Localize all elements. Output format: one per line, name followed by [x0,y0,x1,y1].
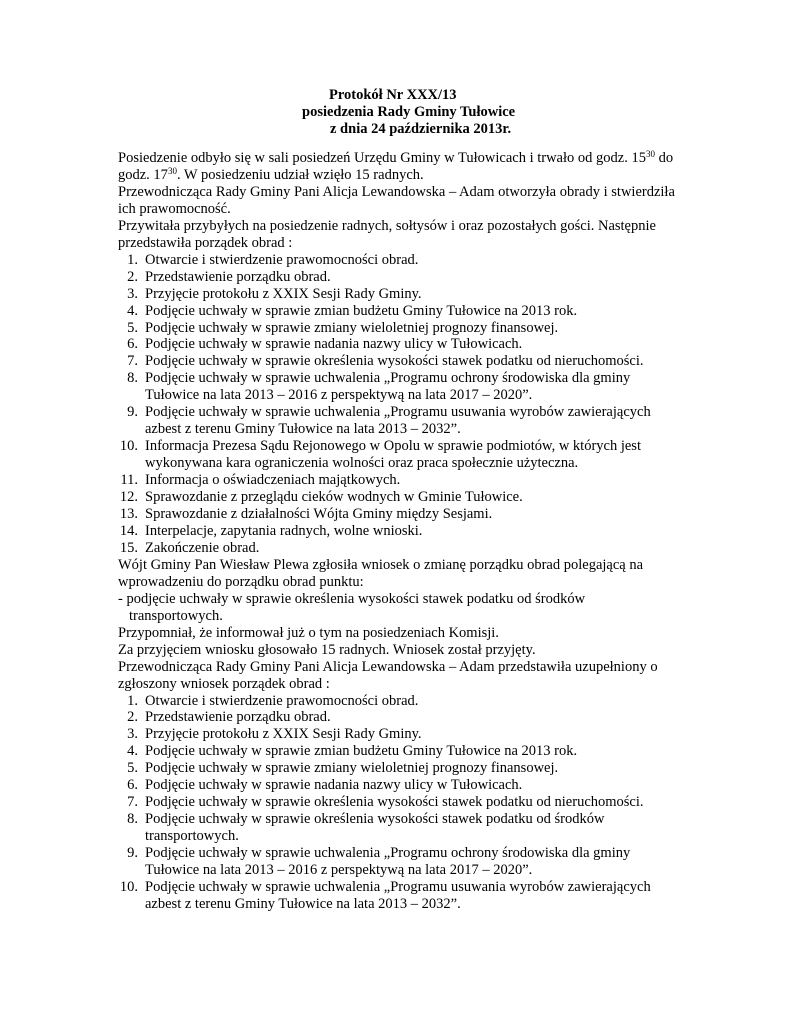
agenda-item-text: Przyjęcie protokołu z XXIX Sesji Rady Gminy. [145,726,422,743]
agenda-item [118,320,678,337]
intro-paragraph-opening: Przewodnicząca Rady Gminy Pani Alicja Lewandowska – Adam otworzyła obrady i stwierdziła ich prawomocność. [118,183,675,217]
agenda-item [118,438,678,472]
agenda-item-text: Podjęcie uchwały w sprawie nadania nazwy ulicy w Tułowicach. [145,336,523,353]
agenda-item [118,879,678,913]
agenda-item [118,726,678,743]
agenda-item-text: Sprawozdanie z przeglądu cieków wodnych w Gminie Tułowice. [145,489,523,506]
agenda-item [118,845,678,879]
agenda-item-number: 14. [119,522,138,539]
agenda-item [118,252,678,269]
agenda-item [118,743,678,760]
agenda-item-number: 2. [127,268,138,285]
agenda-item [118,777,678,794]
agenda-item-text: Otwarcie i stwierdzenie prawomocności obrad. [145,692,419,709]
vote-paragraph: Za przyjęciem wniosku głosowało 15 radnych. Wniosek został przyjęty. [118,641,536,658]
intro-paragraph-greeting: Przywitała przybyłych na posiedzenie radnych, sołtysów i oraz pozostałych gości. Następnie przedstawiła porządek obrad : [118,217,656,251]
agenda-item-text: Podjęcie uchwały w sprawie zmian budżetu Gminy Tułowice na 2013 rok. [145,743,578,760]
agenda-item-text: Podjęcie uchwały w sprawie określenia wysokości stawek podatku od nieruchomości. [145,794,644,811]
agenda-item-number: 2. [127,709,138,726]
agenda-item-number: 6. [127,336,138,353]
agenda-item-number: 9. [127,404,138,421]
agenda-item-text: Podjęcie uchwały w sprawie nadania nazwy ulicy w Tułowicach. [145,777,523,794]
agenda-item [118,811,678,845]
agenda-item [118,269,678,286]
intro-paragraph-time: Posiedzenie odbyło się w sali posiedzeń Urzędu Gminy w Tułowicach i trwało od godz. $15^{30}$ do godz. $17^{30}$. W posiedzeniu udział wzięło 15 radnych. [118,149,674,183]
agenda-item [118,506,678,523]
agenda-item-number: 5. [127,319,138,336]
agenda-item-text: Przedstawienie porządku obrad. [145,709,331,726]
agenda-item [118,404,678,438]
agenda-item-text: Podjęcie uchwały w sprawie zmiany wieloletniej prognozy finansowej. [145,319,559,336]
agenda-item-text: Interpelacje, zapytania radnych, wolne wnioski. [145,522,423,539]
agenda-item-text: Informacja o oświadczeniach majątkowych. [145,472,401,489]
agenda-item [118,489,678,506]
agenda-item-number: 8. [127,370,138,387]
agenda-item-text: Podjęcie uchwały w sprawie uchwalenia „Programu ochrony środowiska dla gminy Tułowice na lata 2013 – 2016 z perspektywą na lata 2017 – 2020”. [145,845,631,879]
agenda-item [118,794,678,811]
protocol-subtitle: posiedzenia Rady Gminy Tułowice [302,104,516,120]
agenda-item-text: Podjęcie uchwały w sprawie uchwalenia „Programu usuwania wyrobów zawierających azbest z terenu Gminy Tułowice na lata 2013 – 2032”. [145,878,651,912]
agenda-item-text: Przedstawienie porządku obrad. [145,268,331,285]
agenda-item-text: Podjęcie uchwały w sprawie określenia wysokości stawek podatku od środków transportowych. [145,811,605,845]
agenda-item [118,353,678,370]
agenda-item-number: 10. [119,878,138,895]
agenda-item-text: Przyjęcie protokołu z XXIX Sesji Rady Gminy. [145,285,422,302]
agenda-item [118,303,678,320]
agenda-item-number: 7. [127,794,138,811]
agenda-item-number: 10. [119,438,138,455]
agenda-item-text: Podjęcie uchwały w sprawie określenia wysokości stawek podatku od nieruchomości. [145,353,644,370]
agenda-item-number: 3. [127,285,138,302]
amended-agenda-paragraph: Przewodnicząca Rady Gminy Pani Alicja Lewandowska – Adam przedstawiła uzupełniony o zgłoszony wniosek porządek obrad : [118,658,658,692]
agenda-item-text: Podjęcie uchwały w sprawie uchwalenia „Programu ochrony środowiska dla gminy Tułowice na lata 2013 – 2016 z perspektywą na lata 2017 – 2020”. [145,370,631,404]
agenda-item-number: 13. [119,506,138,523]
agenda-item [118,709,678,726]
motion-paragraph: Wójt Gminy Pan Wiesław Plewa zgłosiła wniosek o zmianę porządku obrad polegającą na wprowadzeniu do porządku obrad punktu: [118,556,644,590]
agenda-item-text: Zakończenie obrad. [145,539,260,556]
agenda-item-number: 1. [127,692,138,709]
agenda-item-number: 1. [127,251,138,268]
agenda-item-number: 4. [127,743,138,760]
agenda-list-initial [118,252,678,557]
agenda-item [118,336,678,353]
agenda-item [118,540,678,557]
agenda-item-text: Podjęcie uchwały w sprawie zmiany wieloletniej prognozy finansowej. [145,760,559,777]
agenda-item-text: Podjęcie uchwały w sprawie uchwalenia „Programu usuwania wyrobów zawierających azbest z terenu Gminy Tułowice na lata 2013 – 2032”. [145,404,651,438]
agenda-item-text: Sprawozdanie z działalności Wójta Gminy między Sesjami. [145,506,493,523]
agenda-item-number: 8. [127,811,138,828]
agenda-item-number: 15. [119,539,138,556]
agenda-item [118,760,678,777]
agenda-item-number: 3. [127,726,138,743]
agenda-list-amended [118,693,678,913]
protocol-title: Protokół Nr XXX/13 [329,87,457,103]
agenda-item-text: Informacja Prezesa Sądu Rejonowego w Opolu w sprawie podmiotów, w których jest wykonywana kara ograniczenia wolności oraz praca społecznie użyteczna. [145,438,641,472]
agenda-item-number: 4. [127,302,138,319]
reminder-paragraph: Przypomniał, że informował już o tym na posiedzeniach Komisji. [118,624,499,641]
agenda-item [118,370,678,404]
protocol-body [118,150,678,913]
agenda-item [118,286,678,303]
agenda-item-number: 7. [127,353,138,370]
agenda-item-number: 5. [127,760,138,777]
agenda-item-text: Otwarcie i stwierdzenie prawomocności obrad. [145,251,419,268]
motion-item: - podjęcie uchwały w sprawie określenia wysokości stawek podatku od środków transportowych. [118,590,586,624]
agenda-item-number: 12. [119,489,138,506]
agenda-item-text: Podjęcie uchwały w sprawie zmian budżetu Gminy Tułowice na 2013 rok. [145,302,578,319]
agenda-item [118,523,678,540]
agenda-item-number: 9. [127,845,138,862]
protocol-date: z dnia 24 października 2013r. [330,121,512,137]
agenda-item-number: 6. [127,777,138,794]
agenda-item [118,693,678,710]
agenda-item-number: 11. [120,472,138,489]
agenda-item [118,472,678,489]
